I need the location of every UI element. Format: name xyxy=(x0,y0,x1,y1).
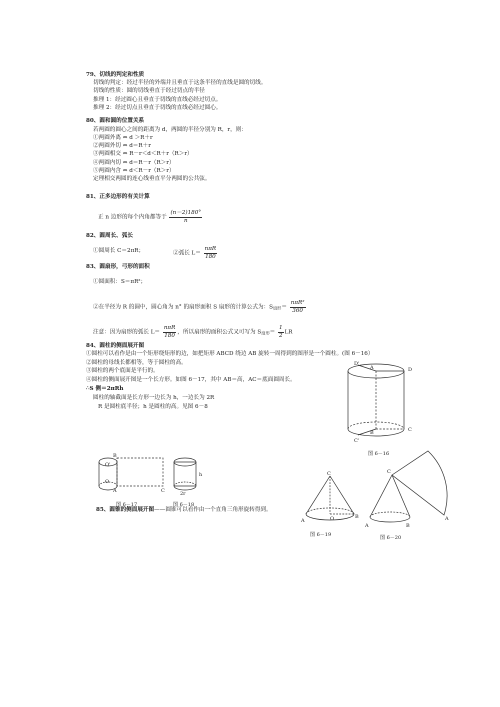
s83-note-sub: 扇形 xyxy=(261,330,270,336)
s83-title: 83、圆扇形，弓形的面积 xyxy=(86,264,150,270)
s85-title: 85、圆锥的侧面展开图 xyxy=(96,507,155,513)
fig18-label-h: h xyxy=(199,472,203,478)
s83-note-b: ，所以扇形的面积公式又可写为 S xyxy=(177,329,262,336)
s83-note xyxy=(93,325,293,339)
s83-sector-den: 360 xyxy=(292,307,303,314)
s83-half-num: 1 xyxy=(279,325,283,331)
s81-formula xyxy=(98,210,203,224)
fig20-label-a: A xyxy=(365,523,369,529)
s83-sector-fraction xyxy=(290,300,306,314)
s84-l5: ∴S 侧＝2πRh xyxy=(86,386,124,392)
s80-item-2: ②两圆外切 ⇔ d＝R＋r xyxy=(93,143,151,149)
s83-note-lr: LR xyxy=(284,329,293,336)
fig16-label-d1: D' xyxy=(354,361,360,367)
s83-half-den: 2 xyxy=(279,332,283,339)
s81-den: n xyxy=(183,217,188,224)
s85-text: ——圆锥可以看作由一个直角三角形旋转得到。 xyxy=(154,507,272,513)
s80-intro: 若两圆的圆心之间的距离为 d，两圆的半径分别为 R，r，则： xyxy=(93,127,247,133)
fig20-caption: 图 6－20 xyxy=(380,535,402,541)
fig20-label-c: C xyxy=(387,469,391,475)
s82-c1: ①圆周长 C＝2πR； xyxy=(93,248,145,254)
fig16-label-a: A xyxy=(370,365,374,371)
s83-sector-num: nπR² xyxy=(290,300,305,306)
s83-sector-eq: ＝ xyxy=(281,304,287,311)
s79-judge: 切线的判定：经过半径的外端并且垂直于这条半径的直线是圆的切线。 xyxy=(93,80,267,86)
s83-sector xyxy=(93,300,307,314)
s79-prop: 切线的性质：圆的切线垂直于经过切点的半径 xyxy=(93,88,205,94)
s84-l4: ④圆柱的侧面展开图是一个长方形。如图 6－17，其中 AB＝高，AC＝底面圆周长。 xyxy=(86,377,296,383)
s84-l2: ②圆柱的母线长都相等，等于圆柱的高。 xyxy=(86,360,187,366)
s81-fraction xyxy=(169,210,202,224)
fig16-caption: 图 6－16 xyxy=(368,451,390,457)
s84-l6: 圆柱的轴截面是长方形一边长为 h，一边长为 2R xyxy=(93,395,215,401)
s83-note-a: 注意：因为扇形的弧长 L＝ xyxy=(93,329,161,336)
s80-title: 80、圆和圆的位置关系 xyxy=(86,118,145,124)
fig16-label-c: C xyxy=(408,427,412,433)
s79-inf2: 推理 2：经过切点且垂直于切线的直线必经过圆心。 xyxy=(93,105,222,111)
fig19-label-a: A xyxy=(301,518,305,524)
figure-6-18 xyxy=(170,452,210,510)
fig17-label-o: O xyxy=(105,479,110,485)
fig17-label-b: B xyxy=(113,453,117,459)
s84-l7: R 是圆柱底半径；h 是圆柱的高。见图 6－8 xyxy=(98,404,208,410)
s79-title: 79、切线的判定和性质 xyxy=(86,72,145,78)
fig20-label-b: B xyxy=(406,523,410,529)
s81-num: (n－2)180° xyxy=(170,210,202,216)
s80-item-3: ③两圆相交 ⇔ R－r＜d＜R＋r（R＞r） xyxy=(93,151,193,157)
s84-l1: ①圆柱可以看作是由一个矩形绕矩形的边，如把矩形 ABCD 绕边 AB 旋转一周得到的图形是一个圆柱。(图 6－16） xyxy=(86,351,374,357)
s84-title: 84、圆柱的侧面展开图 xyxy=(86,343,145,349)
fig18-label-2r: 2r xyxy=(180,491,186,497)
s82-title: 82、圆周长、弧长 xyxy=(86,233,133,239)
fig16-label-c1: C' xyxy=(354,438,360,444)
s83-sector-sub: 扇形 xyxy=(272,305,282,311)
fig19-caption: 图 6－19 xyxy=(310,532,332,538)
s82-formula xyxy=(173,246,218,260)
fig16-label-b: B xyxy=(370,430,374,436)
s82-fraction xyxy=(204,246,218,260)
fig17-label-o1: O' xyxy=(105,462,111,468)
fig19-label-b: B xyxy=(355,514,359,520)
s83-note-num: nπR xyxy=(163,325,176,331)
s81-title: 81、正多边形的有关计算 xyxy=(86,194,150,200)
s83-note-eq: ＝ xyxy=(269,329,276,336)
figure-6-19 xyxy=(300,470,360,542)
fig17-caption: 图 6－17 xyxy=(116,502,138,508)
s83-note-den: 180 xyxy=(164,332,175,339)
fig19-label-s: C xyxy=(327,471,331,477)
s83-area: ①圆面积：S＝πR²； xyxy=(93,279,147,285)
s84-l3: ③圆柱的两个底面是平行的。 xyxy=(86,368,159,374)
s82-num: nπR xyxy=(204,246,217,252)
s82-den: 180 xyxy=(205,253,216,260)
figure-6-17 xyxy=(96,452,166,510)
s80-item-5: ⑤两圆内含 ⇔ d＜R－r（R＞r） xyxy=(93,168,175,174)
fig18-caption: 图 6－18 xyxy=(173,502,195,508)
s81-text: 正 n 边形的每个内角都等于 xyxy=(98,214,167,221)
s80-item-4: ④两圆内切 ⇔ d＝R－r（R＞r） xyxy=(93,160,175,166)
fig20-label-a2: A xyxy=(445,516,449,522)
figure-6-20 xyxy=(360,445,450,543)
s82-c2: ②弧长 L＝ xyxy=(173,250,201,257)
s83-half xyxy=(278,325,284,339)
fig17-label-c: C xyxy=(161,488,165,494)
s80-theorem: 定理相交两圆的连心线垂直平分两圆的公共弦。 xyxy=(93,176,211,182)
fig19-label-o: O xyxy=(330,516,335,522)
fig17-label-a: A xyxy=(113,488,117,494)
s83-sector-text: ②在半径为 R 的圆中，圆心角为 n° 的扇形面积 S 扇形的计算公式为：S xyxy=(93,304,273,311)
s85-line xyxy=(96,507,272,514)
fig16-label-d: D xyxy=(408,367,413,373)
s80-item-1: ①两圆外离 ⇔ d ＞R＋r xyxy=(93,135,153,141)
s79-inf1: 推理 1：经过圆心且垂直于切线的直线必经过切点。 xyxy=(93,97,222,103)
s83-note-fraction xyxy=(163,325,177,339)
